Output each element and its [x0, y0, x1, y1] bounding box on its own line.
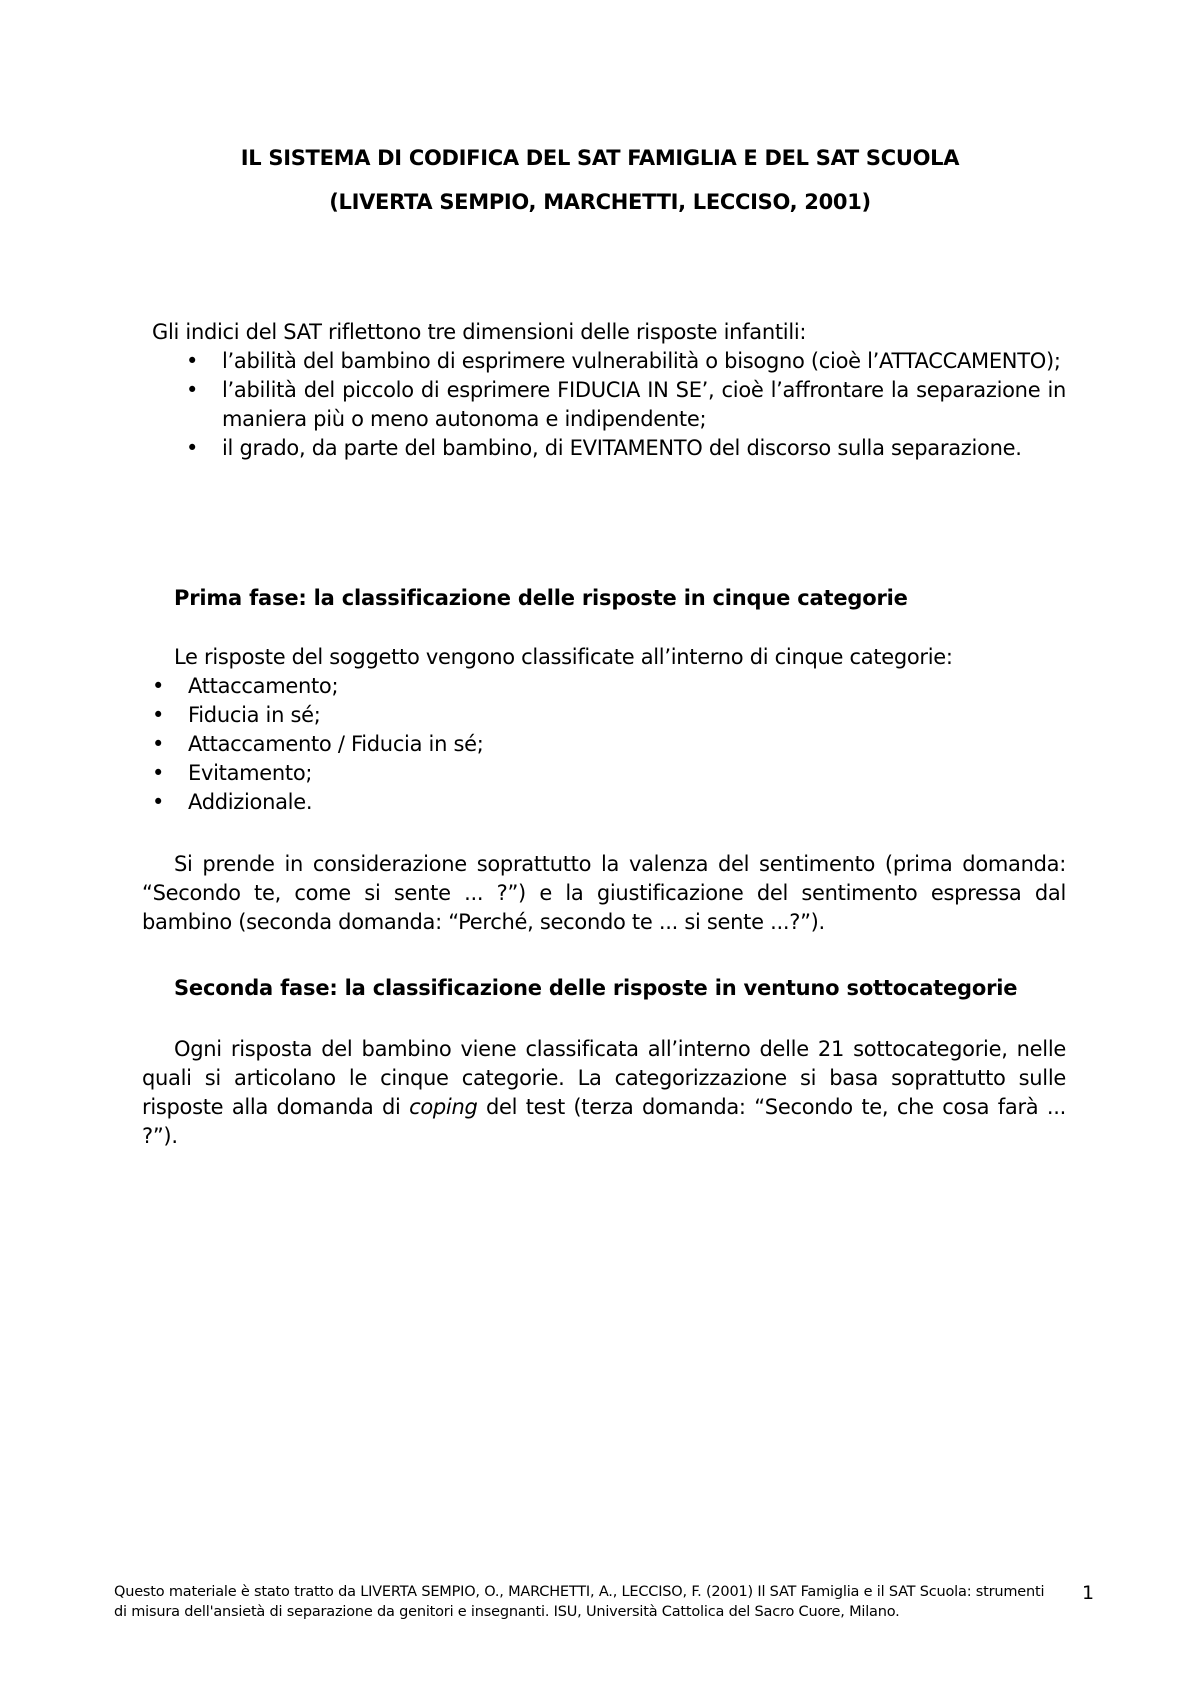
- bullet-icon: •: [186, 349, 199, 373]
- section-paragraph: Si prende in considerazione soprattutto la valenza del sentimento (prima domanda: “Secondo te, come si sente ... ?”) e la giustificazione del sentimento espressa dal bambino (seconda domanda: “Perché, secondo te ... si sente ...?”).: [142, 852, 1066, 934]
- category-list: [152, 672, 852, 817]
- intro-paragraph: Gli indici del SAT riflettono tre dimensioni delle risposte infantili:: [152, 320, 807, 344]
- list-item: [186, 434, 1066, 463]
- list-item: [186, 347, 1066, 376]
- list-item: [152, 759, 852, 788]
- bullet-icon: •: [186, 436, 199, 460]
- document-subtitle: (LIVERTA SEMPIO, MARCHETTI, LECCISO, 2001): [329, 190, 871, 214]
- bullet-icon: •: [152, 703, 165, 727]
- section-heading-first-phase: Prima fase: la classificazione delle risposte in cinque categorie: [174, 586, 908, 610]
- bullet-icon: •: [186, 378, 199, 402]
- list-item: [152, 701, 852, 730]
- section-heading-second-phase: Seconda fase: la classificazione delle risposte in ventuno sottocategorie: [174, 976, 1018, 1000]
- section-paragraph: Le risposte del soggetto vengono classificate all’interno di cinque categorie:: [174, 645, 953, 669]
- intro-list: [186, 347, 1066, 463]
- list-item-text: Evitamento;: [188, 761, 313, 785]
- paragraph-text: del test (terza domanda: “Secondo te, che cosa farà ... ?”).: [142, 1095, 1066, 1148]
- list-item-text: il grado, da parte del bambino, di EVITAMENTO del discorso sulla separazione.: [222, 436, 1022, 460]
- list-item-text: l’abilità del piccolo di esprimere FIDUCIA IN SE’, cioè l’affrontare la separazione in maniera più o meno autonoma e indipendente;: [222, 378, 1066, 431]
- list-item-text: l’abilità del bambino di esprimere vulnerabilità o bisogno (cioè l’ATTACCAMENTO);: [222, 349, 1061, 373]
- bullet-icon: •: [152, 790, 165, 814]
- bullet-icon: •: [152, 732, 165, 756]
- list-item-text: Fiducia in sé;: [188, 703, 321, 727]
- list-item-text: Attaccamento / Fiducia in sé;: [188, 732, 484, 756]
- list-item: [152, 730, 852, 759]
- bullet-icon: •: [152, 761, 165, 785]
- list-item: [152, 672, 852, 701]
- list-item: [152, 788, 852, 817]
- section-paragraph: [142, 1035, 1066, 1151]
- document-title: IL SISTEMA DI CODIFICA DEL SAT FAMIGLIA E DEL SAT SCUOLA: [240, 146, 960, 170]
- list-item-text: Addizionale.: [188, 790, 313, 814]
- footer-note: Questo materiale è stato tratto da LIVERTA SEMPIO, O., MARCHETTI, A., LECCISO, F. (2001) Il SAT Famiglia e il SAT Scuola: strumenti di misura dell'ansietà di separazione da genitori e insegnanti. ISU, Università Cattolica del Sacro Cuore, Milano.: [114, 1584, 1045, 1620]
- page-number: 1: [1082, 1582, 1095, 1604]
- bullet-icon: •: [152, 674, 165, 698]
- emphasis-text: coping: [409, 1095, 478, 1119]
- list-item-text: Attaccamento;: [188, 674, 339, 698]
- paragraph-text: Ogni risposta del bambino viene classificata all’interno delle 21 sottocategorie, nelle quali si articolano le cinque categorie. La categorizzazione si basa soprattutto sulle risposte alla domanda di: [142, 1037, 1066, 1119]
- list-item: [186, 376, 1066, 434]
